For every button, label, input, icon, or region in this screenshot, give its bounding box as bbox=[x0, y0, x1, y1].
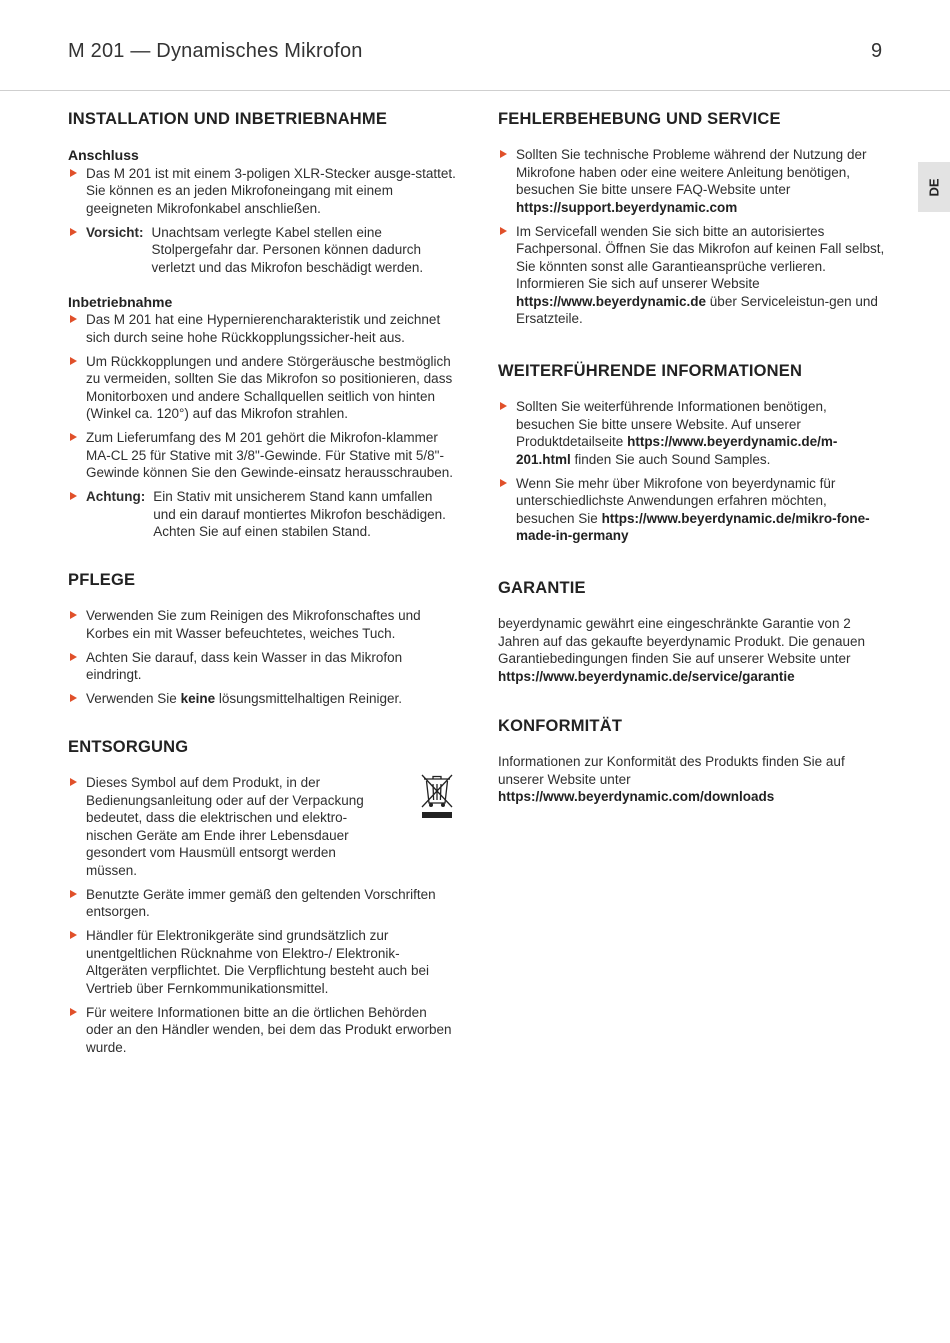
caution-text: Unachtsam verlegte Kabel stellen eine Stolpergefahr dar. Personen können dadurch verletzt und das Mikrofon beschädigt werden. bbox=[151, 224, 424, 275]
bullet-arrow-icon bbox=[70, 315, 77, 323]
subsection-title-anschluss: Anschluss bbox=[68, 147, 139, 163]
bullet-arrow-icon bbox=[70, 433, 77, 441]
bullet-arrow-icon bbox=[70, 931, 77, 939]
list-item: Wenn Sie mehr über Mikrofone von beyerdynamic für unterschiedlichste Anwendungen erfahren möchten, besuchen Sie https://www.beyerdynamic.de/mikro-fone-made-in-germany bbox=[498, 475, 886, 545]
list-item: Dieses Symbol auf dem Produkt, in der Bedienungsanleitung oder auf der Verpackung bedeutet, dass die elektrischen und elektro-nischen Geräte am Ende ihrer Lebensdauer gesondert vom Hausmüll entsorgt werden müssen. bbox=[68, 774, 456, 879]
downloads-link[interactable]: https://www.beyerdynamic.com/downloads bbox=[498, 789, 775, 804]
subsection-title-inbetriebnahme: Inbetriebnahme bbox=[68, 293, 173, 310]
section-title-weiterfuehrend: WEITERFÜHRENDE INFORMATIONEN bbox=[498, 362, 803, 380]
list-item: Das M 201 hat eine Hypernierencharakteristik und zeichnet sich durch seine hohe Rückkopplungssicher-heit aus. bbox=[68, 311, 456, 346]
page-number: 9 bbox=[871, 40, 883, 62]
list-item: Sollten Sie technische Probleme während der Nutzung der Mikrofone haben oder eine weitere Anleitung benötigen, besuchen Sie bitte unsere FAQ-Website unter https://support.beyerdynamic.com bbox=[498, 146, 886, 216]
list-item: Zum Lieferumfang des M 201 gehört die Mikrofon-klammer MA-CL 25 für Stative mit 3/8"-Gewinde. Für Stative mit 5/8"-Gewinde können Sie den Gewinde-einsatz herausschrauben. bbox=[68, 429, 456, 482]
section-title-konformitaet: KONFORMITÄT bbox=[498, 717, 623, 735]
warning-label: Achtung: bbox=[86, 489, 146, 504]
section-title-garantie: GARANTIE bbox=[498, 579, 586, 597]
list-item: Sollten Sie weiterführende Informationen benötigen, besuchen Sie bitte unsere Website. Auf unserer Produktdetailseite https://www.beyerdynamic.de/m-201.html finden Sie auch Sound Samples. bbox=[498, 398, 886, 468]
list-item: Im Servicefall wenden Sie sich bitte an autorisiertes Fachpersonal. Öffnen Sie das Mikrofon auf keinen Fall selbst, Sie könnten sonst alle Garantieansprüche verlieren. Informieren Sie sich auf unserer Website https://www.beyerdynamic.de über Serviceleistun-gen und Ersatzteile. bbox=[498, 223, 886, 328]
garantie-text: beyerdynamic gewährt eine eingeschränkte Garantie von 2 Jahren auf das gekaufte beyerdynamic Produkt. Die genauen Garantiebedingungen finden Sie auf unserer Website unter https://www.beyerdynamic.de/service/garantie bbox=[498, 616, 865, 684]
emphasis-keine: keine bbox=[180, 691, 216, 706]
bullet-arrow-icon bbox=[70, 611, 77, 619]
support-link[interactable]: https://support.beyerdynamic.com bbox=[516, 199, 738, 215]
warranty-link[interactable]: https://www.beyerdynamic.de/service/garantie bbox=[498, 668, 795, 684]
left-column bbox=[68, 108, 456, 1063]
bullet-arrow-icon bbox=[500, 402, 507, 410]
website-link[interactable]: https://www.beyerdynamic.de bbox=[516, 293, 707, 309]
list-item: Verwenden Sie keine lösungsmittelhaltigen Reiniger. bbox=[68, 690, 456, 708]
warning-text: Ein Stativ mit unsicherem Stand kann umfallen und ein darauf montiertes Mikrofon beschädigen. Achten Sie auf einen stabilen Stand. bbox=[153, 489, 446, 539]
section-title-pflege: PFLEGE bbox=[68, 571, 136, 589]
list-item: Benutzte Geräte immer gemäß den geltenden Vorschriften entsorgen. bbox=[68, 886, 456, 921]
bullet-arrow-icon bbox=[70, 228, 77, 236]
bullet-arrow-icon bbox=[70, 169, 77, 177]
caution-label: Vorsicht: bbox=[86, 224, 144, 240]
bullet-arrow-icon bbox=[500, 479, 507, 487]
bullet-arrow-icon bbox=[70, 1008, 77, 1016]
language-tab-label: DE bbox=[926, 177, 942, 197]
list-item: Das M 201 ist mit einem 3-poligen XLR-Stecker ausge-stattet. Sie können es an jeden Mikrofoneingang mit einem geeigneten Mikrofonkabel anschließen. bbox=[68, 165, 456, 218]
product-page-link[interactable]: https://www.beyerdynamic.de/m-201.html bbox=[516, 434, 838, 467]
bullet-arrow-icon bbox=[70, 778, 77, 786]
bullet-arrow-icon bbox=[70, 653, 77, 661]
bullet-arrow-icon bbox=[70, 890, 77, 898]
bullet-arrow-icon bbox=[500, 150, 507, 158]
bullet-arrow-icon bbox=[500, 227, 507, 235]
bullet-arrow-icon bbox=[70, 492, 77, 500]
list-item: Achten Sie darauf, dass kein Wasser in das Mikrofon eindringt. bbox=[68, 649, 456, 684]
header-divider bbox=[0, 90, 950, 91]
document-title: M 201 — Dynamisches Mikrofon bbox=[68, 40, 363, 62]
list-item: Verwenden Sie zum Reinigen des Mikrofonschaftes und Korbes ein mit Wasser befeuchtetes, weiches Tuch. bbox=[68, 607, 456, 642]
warning-note bbox=[68, 488, 456, 541]
section-title-fehlerbehebung: FEHLERBEHEBUNG UND SERVICE bbox=[498, 110, 781, 128]
right-column bbox=[498, 108, 886, 806]
list-item: Für weitere Informationen bitte an die örtlichen Behörden oder an den Händler wenden, bei dem das Produkt erworben wurde. bbox=[68, 1004, 456, 1057]
list-item: Um Rückkopplungen und andere Störgeräusche bestmöglich zu vermeiden, sollten Sie das Mikrofon so positionieren, dass Monitorboxen und andere Schallquellen seitlich von hinten (Winkel ca. 120°) auf das Mikrofon strahlen. bbox=[68, 353, 456, 423]
microphones-link[interactable]: https://www.beyerdynamic.de/mikro-fone-made-in-germany bbox=[516, 510, 870, 543]
language-tab bbox=[918, 162, 950, 212]
caution-note bbox=[68, 224, 456, 277]
konformitaet-text: Informationen zur Konformität des Produkts finden Sie auf unserer Website unter https://www.beyerdynamic.com/downloads bbox=[498, 754, 845, 804]
section-title-entsorgung: ENTSORGUNG bbox=[68, 738, 189, 756]
list-item: Händler für Elektronikgeräte sind grundsätzlich zur unentgeltlichen Rücknahme von Elektro-/ Elektronik-Altgeräten verpflichtet. Die Verpflichtung besteht auch bei Vertrieb über Fernkommunikationsmittel. bbox=[68, 927, 456, 997]
section-title-installation: INSTALLATION UND INBETRIEBNAHME bbox=[68, 110, 388, 128]
entsorgung-list bbox=[68, 774, 456, 1056]
bullet-arrow-icon bbox=[70, 357, 77, 365]
bullet-arrow-icon bbox=[70, 694, 77, 702]
